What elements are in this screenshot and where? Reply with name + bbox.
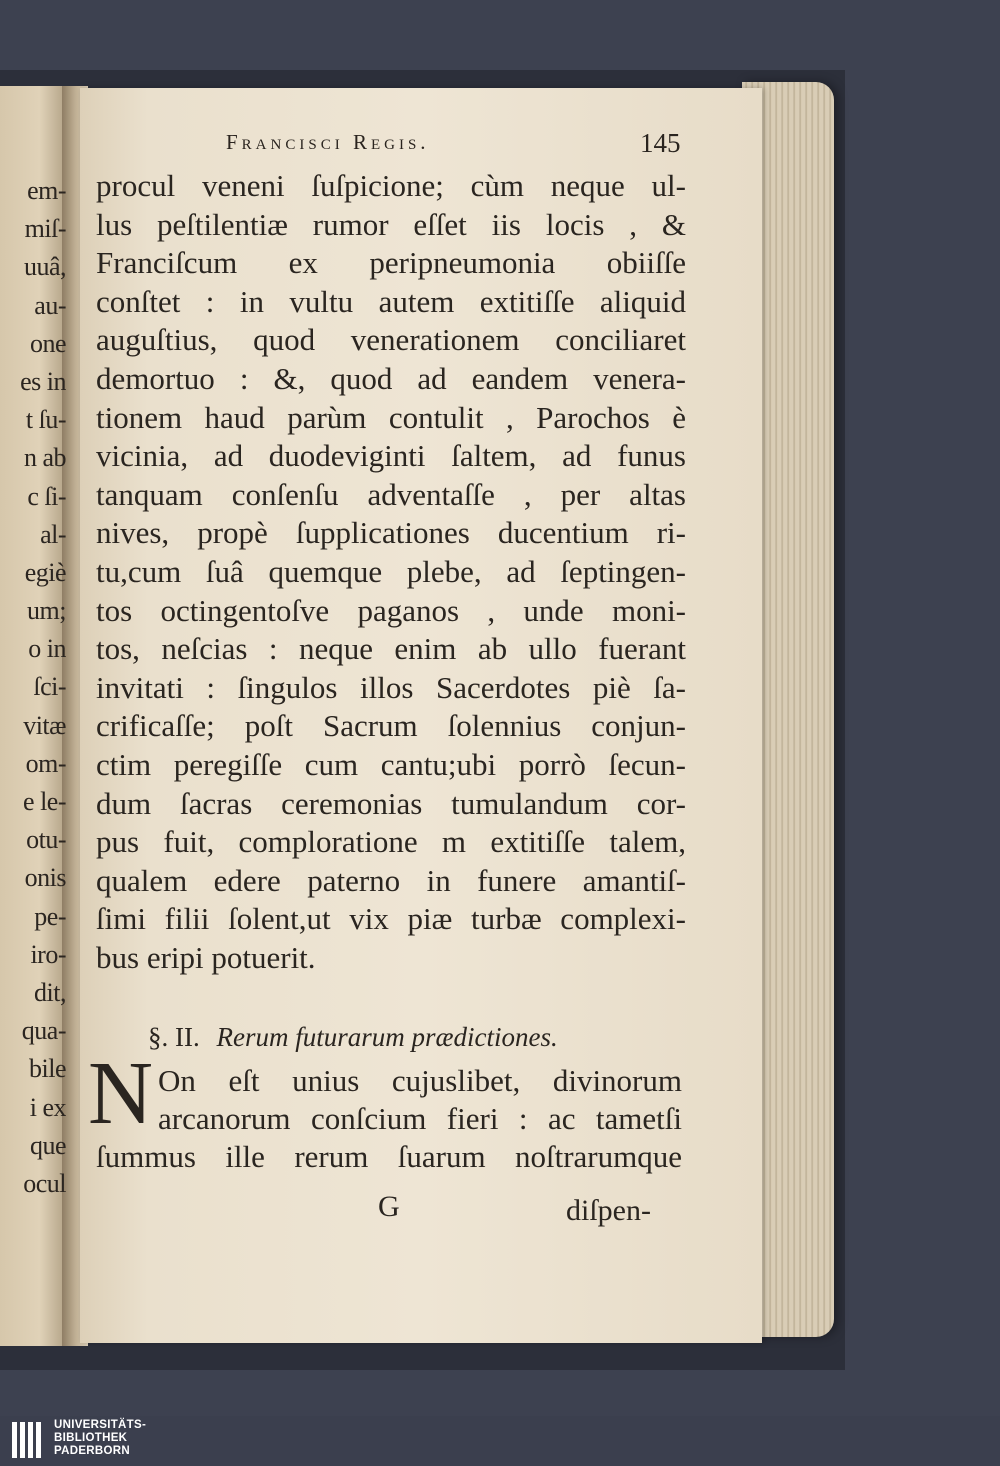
left-page-fragment: em-: [27, 176, 66, 205]
left-page-fragment: c ſi-: [27, 481, 66, 511]
left-page-fragment: vitæ: [23, 710, 66, 740]
library-name-line: BIBLIOTHEK: [54, 1432, 128, 1444]
text-line: procul veneni ſuſpicione; cùm neque ul-: [96, 168, 686, 203]
paragraph-indented-lines: [158, 1062, 682, 1138]
text-line: qualem edere paterno in funere amantiſ-: [96, 862, 686, 898]
text-line: ctim peregiſſe cum cantu;ubi porrò ſecun-: [96, 746, 686, 782]
left-page-fragment: otu-: [26, 825, 66, 855]
left-page-fragment: bile: [29, 1054, 66, 1084]
text-line: nives, propè ſupplicationes ducentium ri-: [96, 515, 686, 551]
footer-bar: [0, 1416, 1000, 1466]
left-page-fragment: pe-: [34, 901, 66, 931]
left-page-fragment: o in: [28, 634, 66, 664]
text-line: pus fuit, comploratione m extitiſſe talem,: [96, 824, 686, 860]
text-line: tu,cum ſuâ quemque plebe, ad ſeptingen-: [96, 553, 686, 589]
section-title: Rerum futurarum prædictiones.: [216, 1022, 558, 1052]
left-page-fragment: n ab: [23, 443, 66, 473]
section-heading: [148, 1022, 558, 1053]
catchword: diſpen-: [566, 1194, 651, 1227]
university-library-logo-icon: [10, 1420, 44, 1460]
text-line: tos, neſcias : neque enim ab ullo fuerant: [96, 631, 686, 667]
left-page-fragment: i ex: [29, 1092, 66, 1122]
left-page-fragment: uuâ,: [23, 252, 66, 282]
text-line: crificaſſe; poſt Sacrum ſolennius conjun-: [96, 708, 686, 744]
text-line: On eſt unius cujuslibet, divinorum: [158, 1063, 682, 1098]
left-page-text-fragments: [4, 172, 66, 1203]
left-page-fragment: onis: [24, 863, 66, 893]
left-page-fragment: al-: [40, 519, 66, 549]
left-page-fragment: egiè: [24, 557, 66, 587]
running-head: Francisci Regis.: [226, 130, 430, 154]
text-line: tanquam conſenſu adventaſſe , per altas: [96, 476, 686, 512]
left-page-fragment: um;: [27, 596, 66, 626]
left-page-fragment: miſ-: [24, 214, 66, 244]
main-text-block: [96, 167, 686, 977]
text-line: vicinia, ad duodeviginti ſaltem, ad funus: [96, 438, 686, 474]
left-page-fragment: one: [29, 328, 66, 358]
left-page-fragment: ocul: [23, 1168, 66, 1198]
left-page-fragment: ſci-: [33, 672, 66, 702]
left-page-fragment: es in: [20, 366, 66, 396]
text-line: tionem haud parùm contulit , Parochos è: [96, 399, 686, 435]
paragraph-full-lines: [96, 1138, 682, 1176]
text-line: arcanorum conſcium fieri : ac tametſi: [158, 1101, 682, 1136]
text-line: tos octingentoſve paganos , unde moni-: [96, 592, 686, 628]
text-line: ſimi filii ſolent,ut vix piæ turbæ complexi-: [96, 901, 686, 937]
page-number: 145: [640, 128, 681, 158]
left-page-fragment: iro-: [30, 939, 66, 969]
left-page-fragment: au-: [34, 290, 66, 320]
library-name-line: PADERBORN: [54, 1445, 130, 1457]
text-line: dum ſacras ceremonias tumulandum cor-: [96, 785, 686, 821]
text-line: conſtet : in vultu autem extitiſſe aliquid: [96, 283, 686, 319]
section-number: §. II.: [148, 1022, 200, 1052]
library-name-line: UNIVERSITÄTS-: [54, 1419, 147, 1431]
left-page-fragment: om-: [25, 748, 66, 778]
left-page-fragment: dit,: [34, 977, 66, 1007]
text-line: demortuo : &, quod ad eandem venera-: [96, 360, 686, 396]
text-line: ſummus ille rerum ſuarum noſtrarumque: [96, 1139, 682, 1174]
text-line: auguſtius, quod venerationem conciliaret: [96, 322, 686, 358]
text-line: Franciſcum ex peripneumonia obiiſſe: [96, 245, 686, 281]
left-page-fragment: e le-: [23, 787, 66, 816]
left-page-fragment: t ſu-: [25, 405, 66, 435]
left-page-fragment: que: [29, 1130, 66, 1160]
drop-initial: N: [88, 1044, 153, 1143]
library-name: [54, 1419, 146, 1458]
text-line: bus eripi potuerit.: [96, 939, 316, 975]
left-page-fragment: qua-: [21, 1016, 66, 1046]
text-line: lus peſtilentiæ rumor eſſet iis locis , &: [96, 206, 686, 242]
text-line: invitati : ſingulos illos Sacerdotes piè ſa-: [96, 669, 686, 705]
signature-mark: G: [378, 1190, 400, 1223]
